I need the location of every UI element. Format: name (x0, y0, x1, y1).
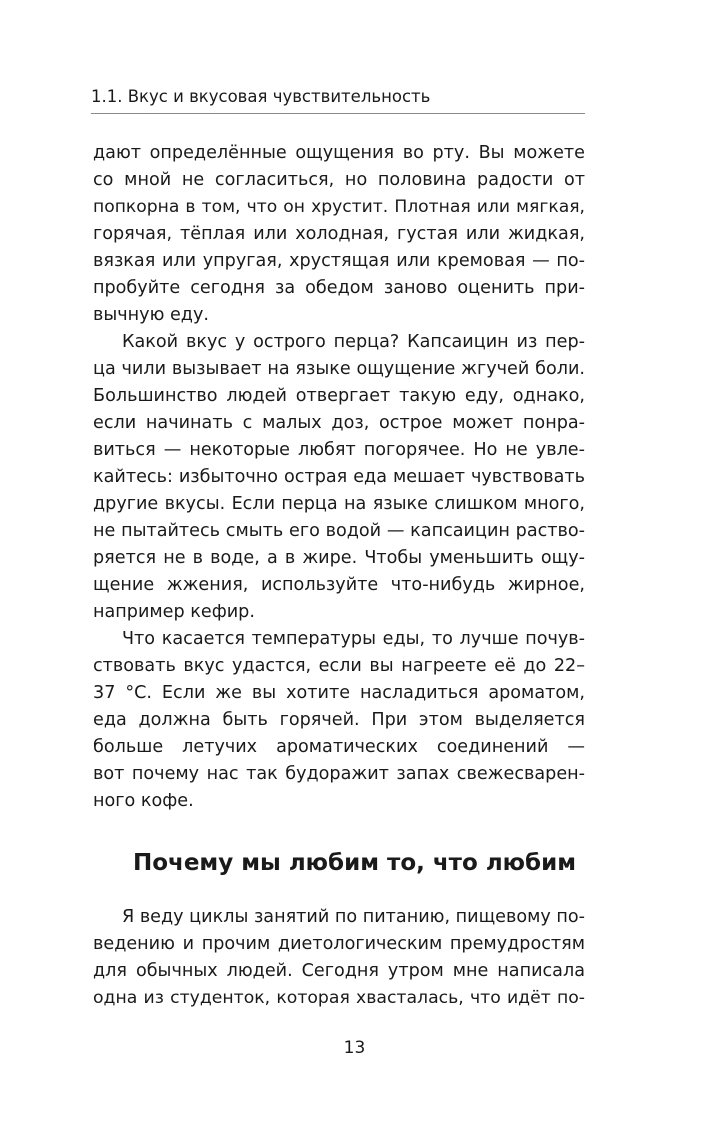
running-head: 1.1. Вкус и вкусовая чувствительность (91, 87, 431, 106)
text-line: не пытайтесь смыть его водой — капсаицин раство- (93, 521, 585, 541)
text-line: например кефир. (93, 602, 255, 622)
body-text (93, 140, 585, 815)
text-line: виться — некоторые любят погорячее. Но не увле- (93, 440, 585, 460)
text-line: другие вкусы. Если перца на языке слишком много, (93, 494, 585, 514)
page-number: 13 (343, 1038, 366, 1058)
text-line: кайтесь: избыточно острая еда мешает чувствовать (93, 467, 585, 487)
text-line: для обычных людей. Сегодня утром мне написала (93, 961, 585, 981)
text-line: Что касается температуры еды, то лучше почув- (122, 629, 585, 649)
section-heading: Почему мы любим то, что любим (132, 850, 577, 876)
text-line: ряется не в воде, а в жире. Чтобы уменьшить ощу- (93, 548, 585, 568)
text-line: ведению и прочим диетологическим премудростям (93, 934, 585, 954)
text-line: дают определённые ощущения во рту. Вы можете (93, 143, 585, 163)
header-rule (91, 113, 585, 114)
text-line: Какой вкус у острого перца? Капсаицин из пер- (122, 332, 585, 352)
text-line: ного кофе. (93, 791, 194, 811)
section-body-text (93, 904, 585, 1012)
text-line: со мной не согласиться, но половина радости от (93, 170, 585, 190)
text-line: горячая, тёплая или холодная, густая или жидкая, (93, 224, 585, 244)
text-line: 37 °C. Если же вы хотите насладиться ароматом, (93, 683, 585, 703)
text-line: вычную еду. (93, 305, 209, 325)
text-line: попкорна в том, что он хрустит. Плотная или мягкая, (93, 197, 585, 217)
text-line: больше летучих ароматических соединений — (93, 737, 585, 757)
text-line: если начинать с малых доз, острое может понра- (93, 413, 585, 433)
text-line: Я веду циклы занятий по питанию, пищевому по- (122, 907, 585, 927)
text-line: Большинство людей отвергает такую еду, однако, (93, 386, 585, 406)
text-line: ца чили вызывает на языке ощущение жгучей боли. (93, 359, 585, 379)
text-line: пробуйте сегодня за обедом заново оценить при- (93, 278, 585, 298)
text-line: одна из студенток, которая хвасталась, что идёт по- (93, 988, 585, 1008)
text-line: вязкая или упругая, хрустящая или кремовая — по- (93, 251, 585, 271)
text-line: вот почему нас так будоражит запах свежесварен- (93, 764, 585, 784)
text-line: еда должна быть горячей. При этом выделяется (93, 710, 585, 730)
text-line: щение жжения, используйте что-нибудь жирное, (93, 575, 585, 595)
text-line: ствовать вкус удастся, если вы нагреете её до 22– (93, 656, 585, 676)
